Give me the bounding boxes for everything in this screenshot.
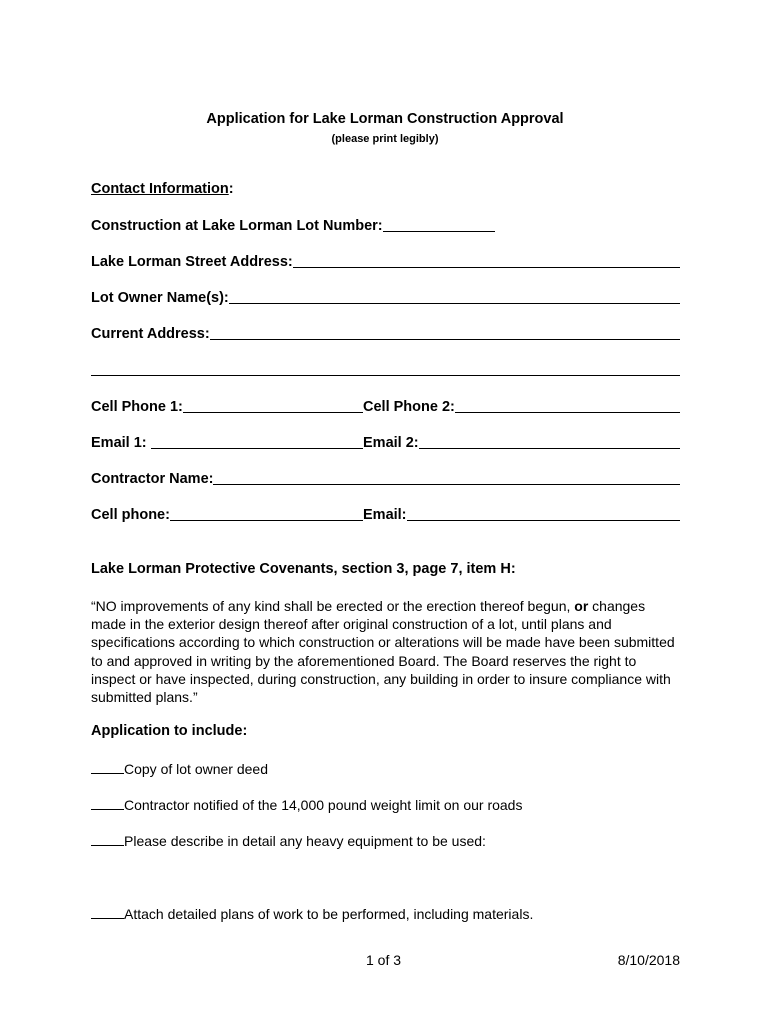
- current-address-continuation-field[interactable]: [91, 359, 680, 379]
- application-heading: Application to include:: [91, 723, 248, 739]
- email-1-line[interactable]: [151, 434, 363, 449]
- cell-phone-1-line[interactable]: [183, 398, 363, 413]
- contractor-email-field[interactable]: [363, 506, 680, 524]
- lot-number-line[interactable]: [383, 217, 495, 232]
- covenants-text-part-1: “NO improvements of any kind shall be erected or the erection thereof begun,: [91, 598, 575, 614]
- lot-number-field[interactable]: [91, 215, 495, 235]
- contractor-name-field[interactable]: [91, 468, 680, 488]
- covenants-heading: Lake Lorman Protective Covenants, section 3, page 7, item H:: [91, 561, 516, 577]
- contractor-name-line[interactable]: [213, 470, 680, 485]
- contractor-cell-label: Cell phone:: [91, 507, 170, 523]
- contractor-cell-field[interactable]: [91, 506, 363, 524]
- email-1-field[interactable]: [91, 434, 363, 452]
- covenants-paragraph: [91, 597, 681, 706]
- contractor-name-label: Contractor Name:: [91, 471, 214, 487]
- cell-phone-2-line[interactable]: [455, 398, 680, 413]
- street-address-line[interactable]: [293, 253, 680, 268]
- contractor-contact-row: [91, 504, 680, 524]
- email-2-line[interactable]: [419, 434, 680, 449]
- contractor-email-line[interactable]: [407, 506, 680, 521]
- current-address-field[interactable]: [91, 323, 680, 343]
- email-1-label: Email 1:: [91, 435, 151, 451]
- checklist-blank[interactable]: [91, 904, 124, 919]
- contact-info-heading: [91, 181, 234, 197]
- current-address-line[interactable]: [210, 325, 680, 340]
- checklist-item: [91, 831, 486, 849]
- current-address-line-2[interactable]: [91, 361, 680, 376]
- checklist-item: [91, 904, 533, 922]
- covenants-text-part-2: changes made in the exterior design thereof after original construction of a lot, until plans and specifications according to which construction or alterations will be made have been submitted to and approved in writing by the aforementioned Board. The Board reserves the right to inspect or have inspected, during construction, any building in order to insure compliance with submitted plans.”: [91, 598, 675, 706]
- cell-phone-1-label: Cell Phone 1:: [91, 399, 183, 415]
- contractor-email-label: Email:: [363, 507, 407, 523]
- cell-phone-2-field[interactable]: [363, 398, 680, 416]
- checklist-item-text: Contractor notified of the 14,000 pound weight limit on our roads: [124, 797, 523, 813]
- street-address-label: Lake Lorman Street Address:: [91, 254, 293, 270]
- footer-date: 8/10/2018: [617, 952, 680, 968]
- cell-phone-1-field[interactable]: [91, 398, 363, 416]
- lot-number-label: Construction at Lake Lorman Lot Number:: [91, 218, 383, 234]
- checklist-blank[interactable]: [91, 795, 124, 810]
- owner-names-field[interactable]: [91, 287, 680, 307]
- page-title: Application for Lake Lorman Construction Approval: [206, 111, 564, 127]
- checklist-blank[interactable]: [91, 759, 124, 774]
- contractor-cell-line[interactable]: [170, 506, 363, 521]
- owner-names-label: Lot Owner Name(s):: [91, 290, 229, 306]
- checklist-item-text: Attach detailed plans of work to be performed, including materials.: [124, 906, 534, 922]
- street-address-field[interactable]: [91, 251, 680, 271]
- cell-phones-row: [91, 396, 680, 416]
- contact-info-heading-text: Contact Information: [91, 181, 229, 197]
- emails-row: [91, 432, 680, 452]
- owner-names-line[interactable]: [229, 289, 680, 304]
- current-address-label: Current Address:: [91, 326, 210, 342]
- checklist-item-text: Copy of lot owner deed: [124, 761, 268, 777]
- cell-phone-2-label: Cell Phone 2:: [363, 399, 455, 415]
- checklist-item: [91, 795, 522, 813]
- email-2-field[interactable]: [363, 434, 680, 452]
- page-subtitle: (please print legibly): [331, 133, 439, 145]
- checklist-blank[interactable]: [91, 831, 124, 846]
- page-number: 1 of 3: [366, 952, 402, 968]
- email-2-label: Email 2:: [363, 435, 419, 451]
- covenants-text-or: or: [574, 598, 589, 614]
- contact-info-heading-colon: :: [228, 181, 234, 197]
- checklist-item: [91, 759, 268, 777]
- checklist-item-text: Please describe in detail any heavy equipment to be used:: [124, 833, 486, 849]
